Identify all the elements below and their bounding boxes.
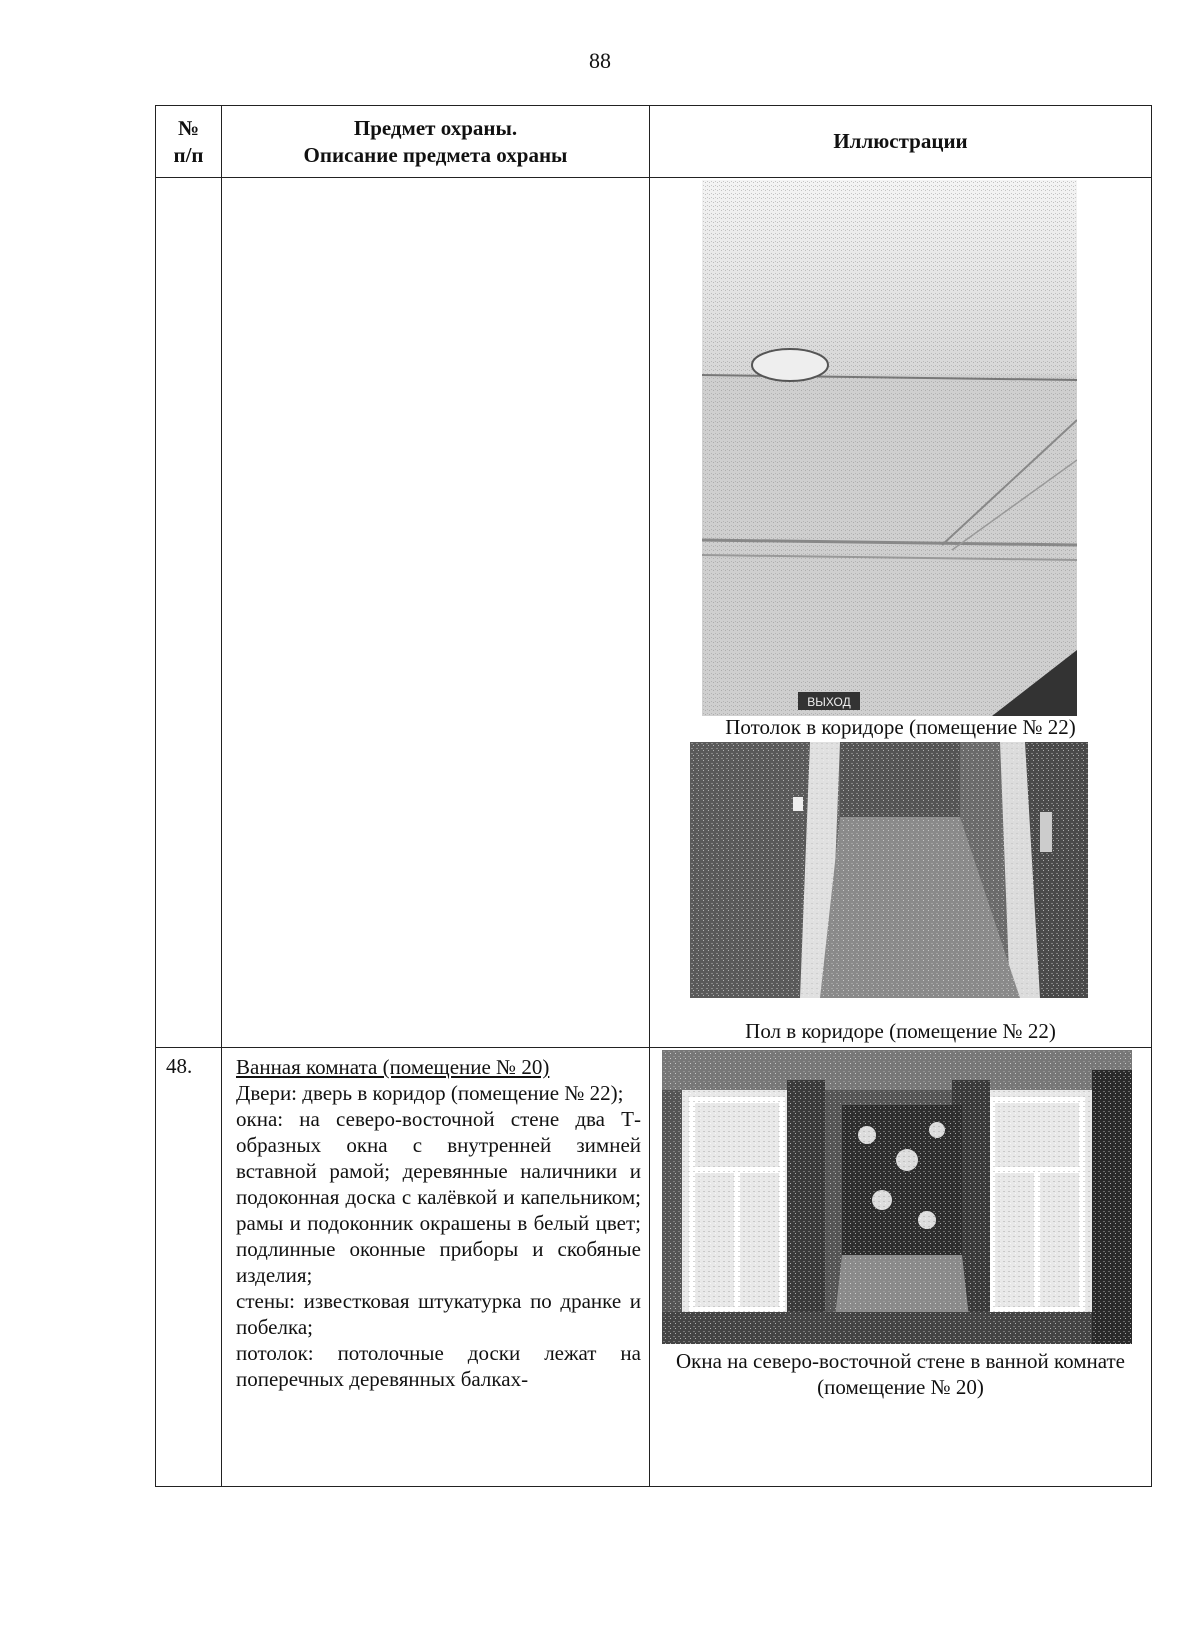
room-heading: Ванная комната (помещение № 20)	[236, 1055, 550, 1079]
page-number: 88	[589, 48, 611, 73]
desc-ceiling: потолок: потолочные доски лежат на поперечных деревянных балках-	[236, 1341, 641, 1391]
desc-windows: окна: на северо-восточной стене два Т-образных окна с внутренней зимней вставной рамой; деревянные наличники и подоконная доска с калёвкой и капельником; рамы и подоконник окрашены в белый цвет; подлинные оконные приборы и скобяные изделия;	[236, 1107, 641, 1287]
caption-corridor-ceiling: Потолок в коридоре (помещение № 22)	[725, 715, 1076, 739]
header-num: № п/п	[156, 106, 222, 178]
desc-doors: Двери: дверь в коридор (помещение № 22);	[236, 1081, 624, 1105]
table-row	[156, 178, 1152, 1048]
desc-walls: стены: известковая штукатурка по дранке и побелка;	[236, 1289, 641, 1339]
caption-corridor-floor: Пол в коридоре (помещение № 22)	[745, 1019, 1056, 1043]
photo-corridor-ceiling	[702, 180, 1077, 716]
header-subject: Предмет охраны. Описание предмета охраны	[222, 106, 650, 178]
exit-sign-text: ВЫХОД	[807, 695, 851, 709]
row-number: 48.	[156, 1048, 222, 1487]
protection-subject-table	[155, 105, 1152, 1487]
row-illustrations	[650, 178, 1152, 1048]
header-illustrations: Иллюстрации	[650, 106, 1152, 178]
row-description	[222, 1048, 650, 1487]
photo-corridor-floor	[690, 742, 1088, 998]
photo-bathroom-windows	[662, 1050, 1132, 1344]
table-row	[156, 1048, 1152, 1487]
row-illustrations	[650, 1048, 1152, 1487]
caption-bathroom-windows: Окна на северо-восточной стене в ванной комнате (помещение № 20)	[675, 1349, 1125, 1399]
row-number	[156, 178, 222, 1048]
table-header-row	[156, 106, 1152, 178]
row-description	[222, 178, 650, 1048]
